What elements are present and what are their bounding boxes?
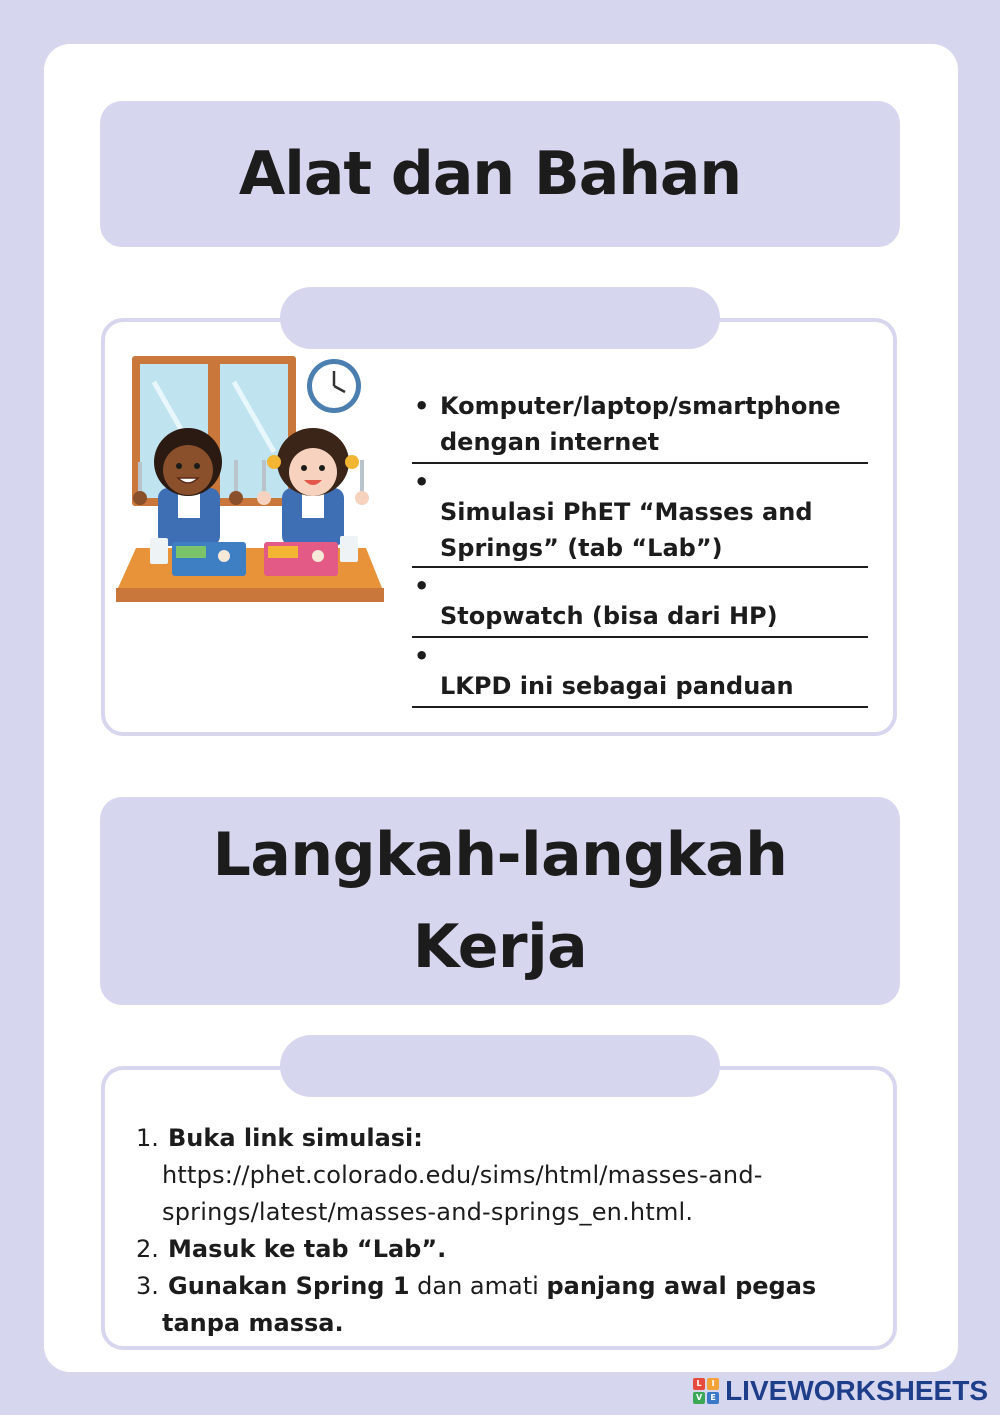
tools-list: [412, 388, 868, 708]
liveworksheets-watermark: [693, 1375, 988, 1407]
list-item: • Simulasi PhET “Masses and Springs” (tab “Lab”): [412, 464, 868, 568]
step-text: Masuk ke tab “Lab”.: [168, 1235, 447, 1263]
step-text-end: panjang awal pegas: [546, 1272, 817, 1300]
list-item: • Stopwatch (bisa dari HP): [412, 568, 868, 638]
simulation-link[interactable]: https://phet.colorado.edu/sims/html/masses-and-springs/latest/masses-and-springs_en.html.: [162, 1161, 763, 1226]
children-eating-lunch-illustration: [114, 352, 386, 606]
step-text-start: Gunakan Spring 1: [168, 1272, 410, 1300]
steps-list: [136, 1120, 896, 1342]
step-label: Buka link simulasi:: [168, 1124, 423, 1152]
tools-section-title: [100, 101, 900, 247]
steps-title-line2: Kerja: [412, 912, 588, 982]
steps-title-line1: Langkah-langkah: [212, 820, 788, 890]
logo-letter: L: [693, 1378, 705, 1390]
steps-card-tab: [280, 1035, 720, 1097]
list-item: • LKPD ini sebagai panduan: [412, 638, 868, 708]
logo-letter: E: [707, 1392, 719, 1404]
watermark-text: LIVEWORKSHEETS: [725, 1375, 988, 1406]
step-number: 2.: [136, 1235, 159, 1263]
step-text-cont: tanpa massa.: [162, 1309, 344, 1337]
step-text-mid: dan amati: [409, 1272, 547, 1300]
step-number: 1.: [136, 1124, 159, 1152]
step-number: 3.: [136, 1272, 159, 1300]
list-item: [136, 1268, 896, 1342]
list-item: [136, 1231, 896, 1268]
logo-letter: V: [693, 1392, 705, 1404]
logo-letter: I: [707, 1378, 719, 1390]
list-item: • Komputer/laptop/smartphone dengan internet: [412, 388, 868, 464]
list-item: [136, 1120, 896, 1231]
tools-card-tab: [280, 287, 720, 349]
liveworksheets-logo-icon: [693, 1378, 719, 1404]
steps-section-title: [100, 797, 900, 1005]
tools-title-text: Alat dan Bahan: [238, 139, 742, 209]
